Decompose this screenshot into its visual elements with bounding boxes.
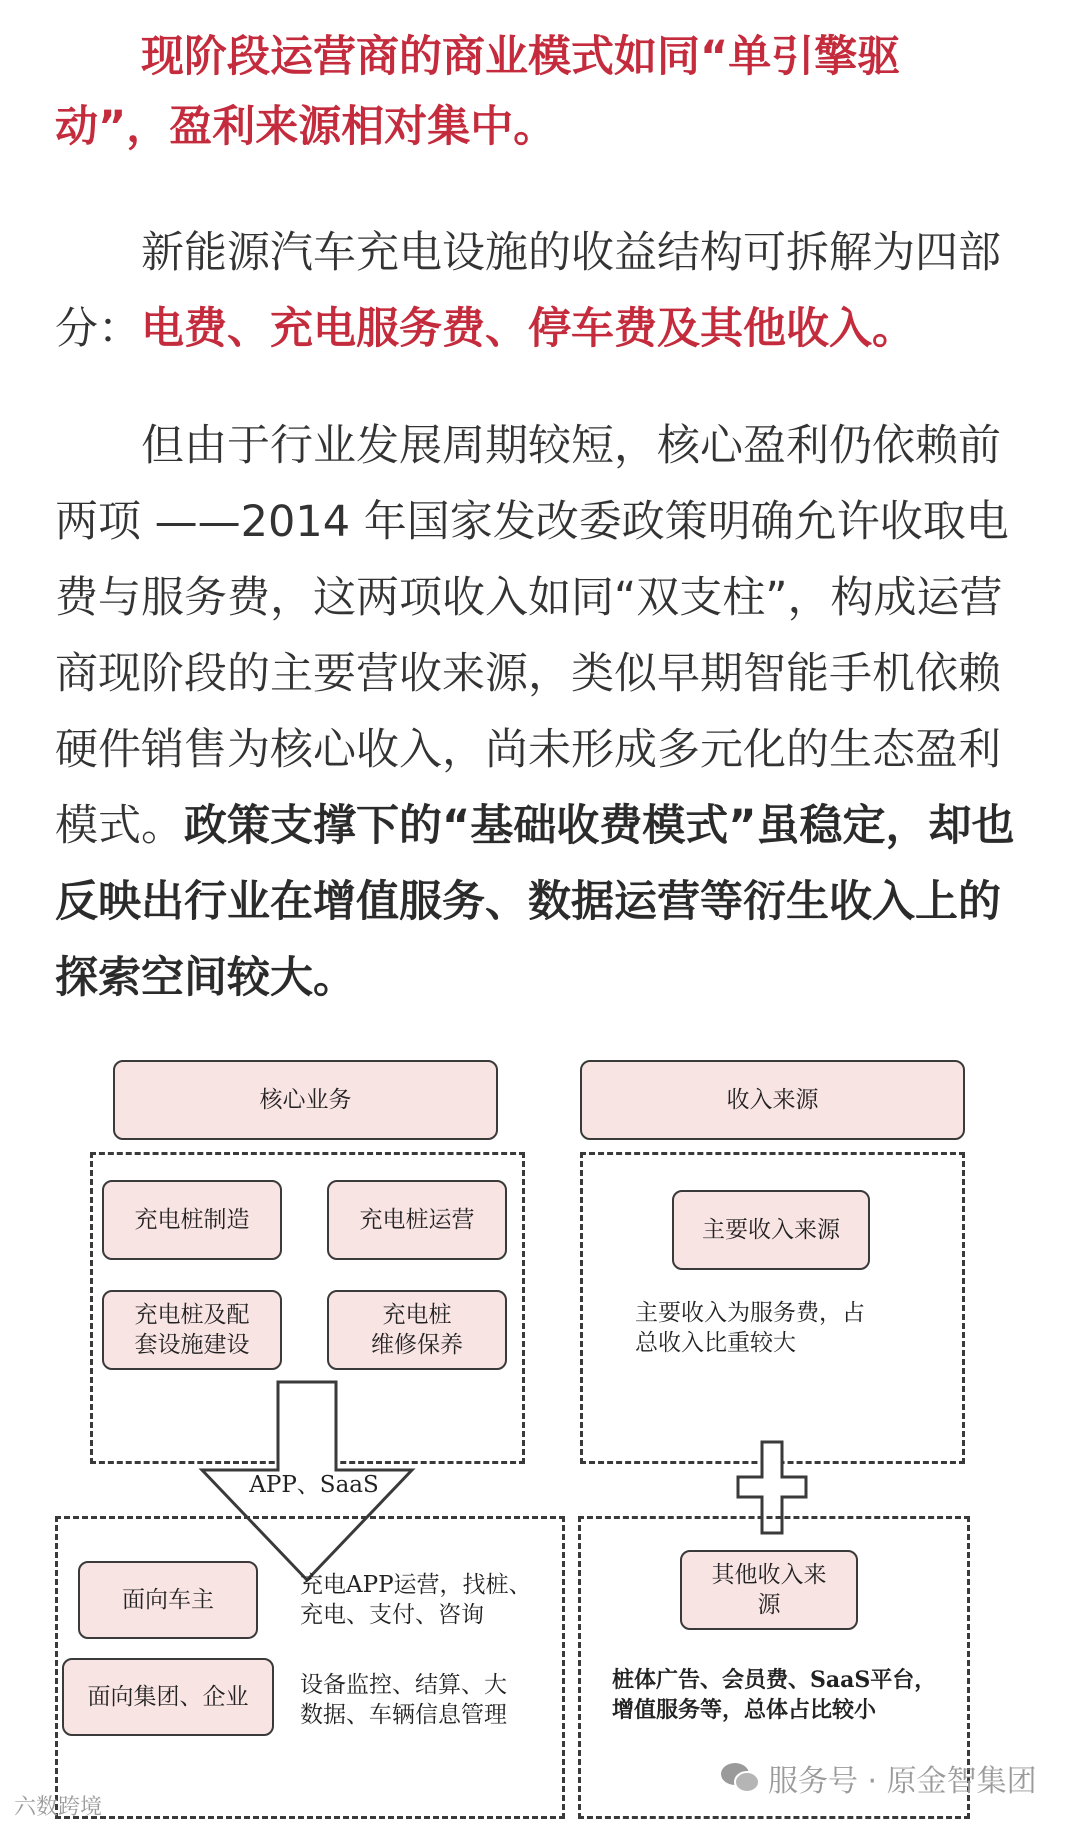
core-item-manufacture: 充电桩制造 [102, 1180, 282, 1260]
income-source-title: 收入来源 [580, 1060, 965, 1140]
watermark-right-text: 服务号 · 原金智集团 [768, 1764, 1037, 1799]
watermark-left [14, 1790, 102, 1821]
core-business-title: 核心业务 [113, 1060, 498, 1140]
other-income-desc: 桩体广告、会员费、SaaS平台， 增值服务等，总体占比较小 [612, 1667, 937, 1723]
arrow-label: APP、SaaS [249, 1472, 379, 1498]
business-model-diagram [0, 1030, 1080, 1829]
para1-highlight: 电费、充电服务费、停车费及其他收入。 [141, 304, 915, 354]
heading-line1: 现阶段运营商的商业模式如同“单引擎驱 [141, 32, 901, 82]
heading [55, 22, 1025, 162]
paragraph-core-profit [55, 408, 1025, 1016]
car-owner-desc: 充电APP运营，找桩、 充电、支付、咨询 [300, 1572, 532, 1628]
wechat-icon [720, 1761, 760, 1795]
core-item-maintenance: 充电桩 维修保养 [327, 1290, 507, 1370]
paragraph-revenue-structure [55, 215, 1025, 367]
core-item-operation: 充电桩运营 [327, 1180, 507, 1260]
watermark-right [720, 1756, 1037, 1800]
enterprise-box: 面向集团、企业 [62, 1658, 274, 1736]
heading-line2: 动”，盈利来源相对集中。 [55, 102, 557, 152]
watermark-left-text: 六数跨境 [14, 1795, 103, 1820]
core-item-construction: 充电桩及配 套设施建设 [102, 1290, 282, 1370]
para1-text: 新能源汽车充电设施的收益结构可拆解为四部分： [55, 228, 1001, 354]
main-income-desc: 主要收入为服务费，占 总收入比重较大 [635, 1300, 865, 1356]
para2-bold: 政策支撑下的“基础收费模式”虽稳定，却也反映出行业在增值服务、数据运营等衍生收入上的探索空间较大。 [55, 801, 1015, 1003]
main-income-box: 主要收入来源 [672, 1190, 870, 1270]
enterprise-desc: 设备监控、结算、大 数据、车辆信息管理 [300, 1672, 507, 1728]
car-owner-box: 面向车主 [78, 1561, 258, 1639]
other-income-box: 其他收入来 源 [680, 1550, 858, 1630]
para2-normal: 但由于行业发展周期较短，核心盈利仍依赖前两项 ——2014 年国家发改委政策明确允许收取电费与服务费，这两项收入如同“双支柱”，构成运营商现阶段的主要营收来源，类似早期智能手机依赖硬件销售为核心收入，尚未形成多元化的生态盈利模式。 [55, 421, 1009, 851]
